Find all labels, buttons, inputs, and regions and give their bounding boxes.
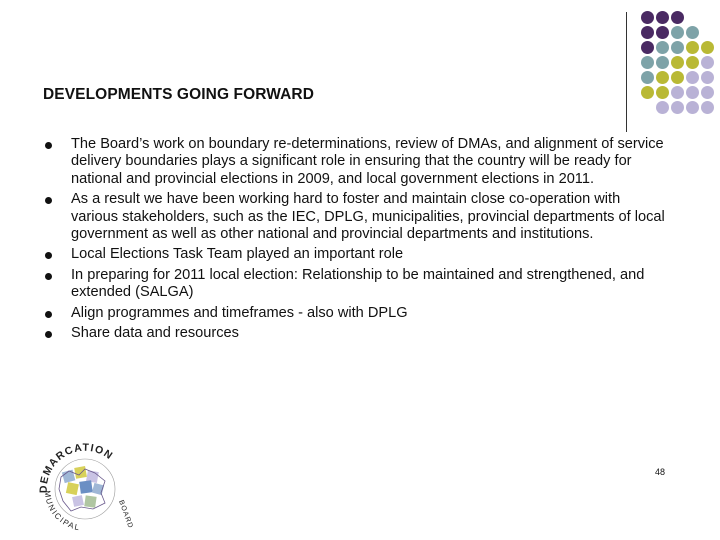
decor-dot bbox=[701, 86, 714, 99]
decor-dot bbox=[686, 26, 699, 39]
bullet-text: The Board’s work on boundary re-determinations, review of DMAs, and alignment of service delivery boundaries plays a significant role in ensuring that the country will be ready for national and provincial elections in 2009, and local government elections in 2011. bbox=[71, 136, 664, 187]
bullet-item bbox=[45, 191, 670, 243]
decor-dot bbox=[641, 56, 654, 69]
bullet-item bbox=[45, 305, 670, 322]
bullet-item bbox=[45, 136, 670, 188]
decor-dot bbox=[641, 86, 654, 99]
bullet-text: Local Elections Task Team played an important role bbox=[71, 246, 404, 263]
decor-dot bbox=[671, 71, 684, 84]
bullet-item bbox=[45, 325, 670, 342]
decor-dot bbox=[641, 71, 654, 84]
logo-text-top: DEMARCATION bbox=[37, 441, 116, 494]
decor-dot bbox=[656, 41, 669, 54]
bullet-marker bbox=[45, 252, 52, 259]
decor-dot bbox=[671, 41, 684, 54]
decor-dot bbox=[686, 71, 699, 84]
decor-dot bbox=[656, 71, 669, 84]
bullet-marker bbox=[45, 197, 52, 204]
logo-text-bottom: MUNICIPAL bbox=[42, 490, 82, 533]
slide-title: DEVELOPMENTS GOING FORWARD bbox=[43, 86, 314, 103]
bullet-marker bbox=[45, 273, 52, 280]
decor-dot bbox=[656, 11, 669, 24]
decor-dot bbox=[656, 86, 669, 99]
decorative-divider bbox=[626, 12, 627, 132]
decor-dot bbox=[686, 86, 699, 99]
bullet-marker bbox=[45, 142, 52, 149]
decor-dot bbox=[671, 26, 684, 39]
decor-dot bbox=[671, 56, 684, 69]
decorative-dot-grid bbox=[641, 11, 720, 126]
decor-dot bbox=[701, 101, 714, 114]
bullet-text: Align programmes and timeframes - also with DPLG bbox=[71, 304, 408, 321]
bullet-marker bbox=[45, 331, 52, 338]
decor-dot bbox=[671, 11, 684, 24]
decor-dot bbox=[671, 101, 684, 114]
bullet-item bbox=[45, 267, 670, 302]
logo-text-right: BOARD bbox=[117, 499, 134, 530]
decor-dot bbox=[641, 26, 654, 39]
decor-dot bbox=[701, 56, 714, 69]
bullet-text: Share data and resources bbox=[71, 325, 239, 342]
page-number: 48 bbox=[655, 467, 666, 477]
decor-dot bbox=[701, 41, 714, 54]
decor-dot bbox=[686, 56, 699, 69]
decor-dot bbox=[656, 26, 669, 39]
bullet-text: In preparing for 2011 local election: Relationship to be maintained and strengthened, and extended (SALGA) bbox=[71, 266, 645, 301]
bullet-marker bbox=[45, 311, 52, 318]
decor-dot bbox=[671, 86, 684, 99]
bullet-list bbox=[45, 136, 670, 345]
decor-dot bbox=[656, 101, 669, 114]
bullet-item bbox=[45, 246, 670, 263]
decor-dot bbox=[641, 41, 654, 54]
decor-dot bbox=[656, 56, 669, 69]
demarcation-board-logo bbox=[35, 441, 135, 533]
bullet-text: As a result we have been working hard to foster and maintain close co-operation with various stakeholders, such as the IEC, DPLG, municipalities, provincial departments of local government as well as other national and provincial departments and institutions. bbox=[71, 191, 665, 243]
decor-dot bbox=[686, 101, 699, 114]
decor-dot bbox=[701, 71, 714, 84]
decor-dot bbox=[641, 11, 654, 24]
decor-dot bbox=[686, 41, 699, 54]
